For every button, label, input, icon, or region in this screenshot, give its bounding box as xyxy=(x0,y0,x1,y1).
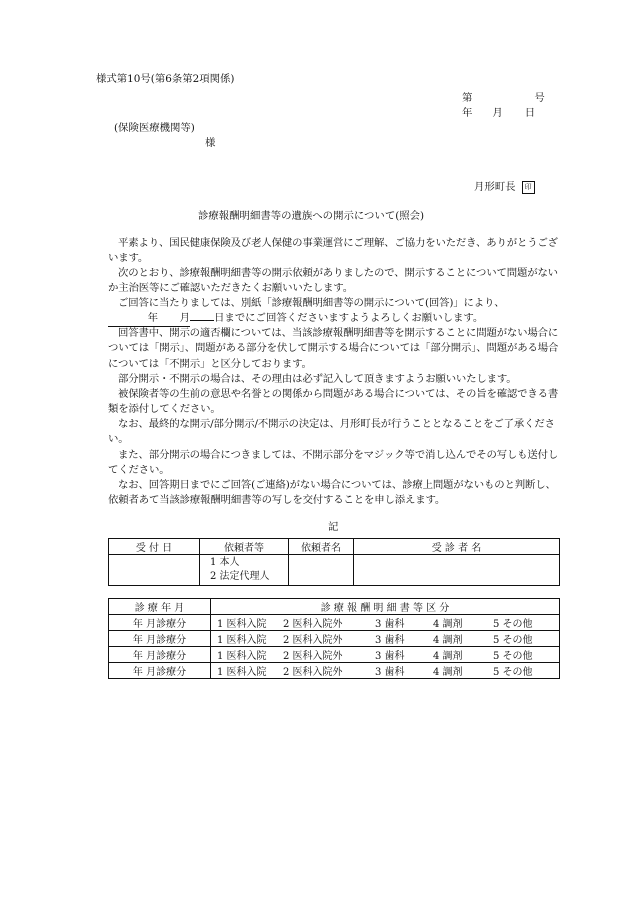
treatment-month: 年 月診療分 xyxy=(109,615,211,631)
category-list xyxy=(211,663,560,679)
category-option: 4 調剤 xyxy=(433,667,463,678)
treatment-month: 年 月診療分 xyxy=(109,647,211,663)
paragraph-7: なお、最終的な開示/部分開示/不開示の決定は、月形町長が行うこととなることをご了承ください。 xyxy=(108,418,555,446)
category-option: 1 医科入院 xyxy=(217,667,267,678)
document-title: 診療報酬明細書等の遺族への開示について(照会) xyxy=(198,210,425,222)
category-list xyxy=(211,615,560,631)
treatment-month: 年 月診療分 xyxy=(109,631,211,647)
paragraph-8: また、部分開示の場合につきましては、不開示部分をマジック等で消し込んでその写しも送付してください。 xyxy=(108,449,559,477)
category-option: 1 医科入院 xyxy=(217,651,267,662)
category-table xyxy=(108,598,560,679)
paragraph-5: 部分開示・不開示の場合は、その理由は必ず記入して頂きますようお願いいたします。 xyxy=(118,373,517,385)
header-reception-date: 受 付 日 xyxy=(109,539,200,555)
paragraph-4: 回答書中、開示の適否欄については、当該診療報酬明細書等を開示することに問題がない場合については「開示」、問題がある部分を伏して開示する場合については「部分開示」、問題がある場合については「不開示」と区分しております。 xyxy=(108,327,559,370)
category-option: 4 調剤 xyxy=(433,635,463,646)
category-list xyxy=(211,647,560,663)
header-requester-type: 依頼者等 xyxy=(200,539,289,555)
table-row xyxy=(109,663,560,679)
table-row xyxy=(109,615,560,631)
cell-requester-type xyxy=(200,555,289,586)
sender-name: 月形町長 xyxy=(474,181,516,193)
request-table xyxy=(108,538,560,586)
category-option: 2 医科入院外 xyxy=(283,651,343,662)
sender xyxy=(474,178,535,194)
document-date: 年 月 日 xyxy=(462,107,536,119)
seal-icon: 印 xyxy=(522,181,535,194)
option-self: 1 本人 xyxy=(210,557,240,568)
category-option: 5 その他 xyxy=(493,635,533,646)
deadline-line: 年 月 日までにご回答くださいますようよろしくお願いします。 xyxy=(108,311,483,327)
category-option: 1 医科入院 xyxy=(217,635,267,646)
cell-patient-name xyxy=(354,555,560,586)
cell-requester-name xyxy=(289,555,354,586)
category-option: 2 医科入院外 xyxy=(283,635,343,646)
table-row xyxy=(109,647,560,663)
category-option: 2 医科入院外 xyxy=(283,619,343,630)
treatment-month: 年 月診療分 xyxy=(109,663,211,679)
form-number: 様式第10号(第6条第2項関係) xyxy=(96,73,235,85)
cell-reception-date xyxy=(109,555,200,586)
paragraph-3: ご回答に当たりましては、別紙「診療報酬明細書等の開示について(回答)」により、 xyxy=(118,297,505,309)
category-list xyxy=(211,631,560,647)
header-treatment-month: 診 療 年 月 xyxy=(109,599,211,615)
addressee-org: (保険医療機関等) xyxy=(114,122,195,134)
header-requester-name: 依頼者名 xyxy=(289,539,354,555)
header-patient-name: 受 診 者 名 xyxy=(354,539,560,555)
category-option: 3 歯科 xyxy=(375,667,405,678)
category-option: 2 医科入院外 xyxy=(283,667,343,678)
category-option: 4 調剤 xyxy=(433,651,463,662)
paragraph-9: なお、回答期日までにご回答(ご連絡)がない場合については、診療上問題がないものと判断し、依頼者あて当該診療報酬明細書等の写しを交付することを申し添えます。 xyxy=(108,479,556,507)
table-row xyxy=(109,631,560,647)
category-option: 5 その他 xyxy=(493,667,533,678)
paragraph-1: 平素より、国民健康保険及び老人保健の事業運営にご理解、ご協力をいただき、ありがとうございます。 xyxy=(108,237,558,265)
category-option: 3 歯科 xyxy=(375,635,405,646)
category-option: 5 その他 xyxy=(493,651,533,662)
addressee-honorific: 様 xyxy=(205,137,216,149)
document-number: 第 号 xyxy=(462,92,545,104)
category-option: 4 調剤 xyxy=(433,619,463,630)
category-option: 3 歯科 xyxy=(375,619,405,630)
paragraph-6: 被保険者等の生前の意思や名誉との関係から問題がある場合については、その旨を確認できる書類を添付してください。 xyxy=(108,388,559,416)
paragraph-2: 次のとおり、診療報酬明細書等の開示依頼がありましたので、開示することについて問題がないか主治医等にご確認いただきたくお願いいたします。 xyxy=(108,267,558,295)
category-option: 5 その他 xyxy=(493,619,533,630)
category-option: 1 医科入院 xyxy=(217,619,267,630)
ki-label: 記 xyxy=(328,521,339,533)
header-category: 診 療 報 酬 明 細 書 等 区 分 xyxy=(211,599,560,615)
category-option: 3 歯科 xyxy=(375,651,405,662)
option-legal-representative: 2 法定代理人 xyxy=(210,571,270,582)
